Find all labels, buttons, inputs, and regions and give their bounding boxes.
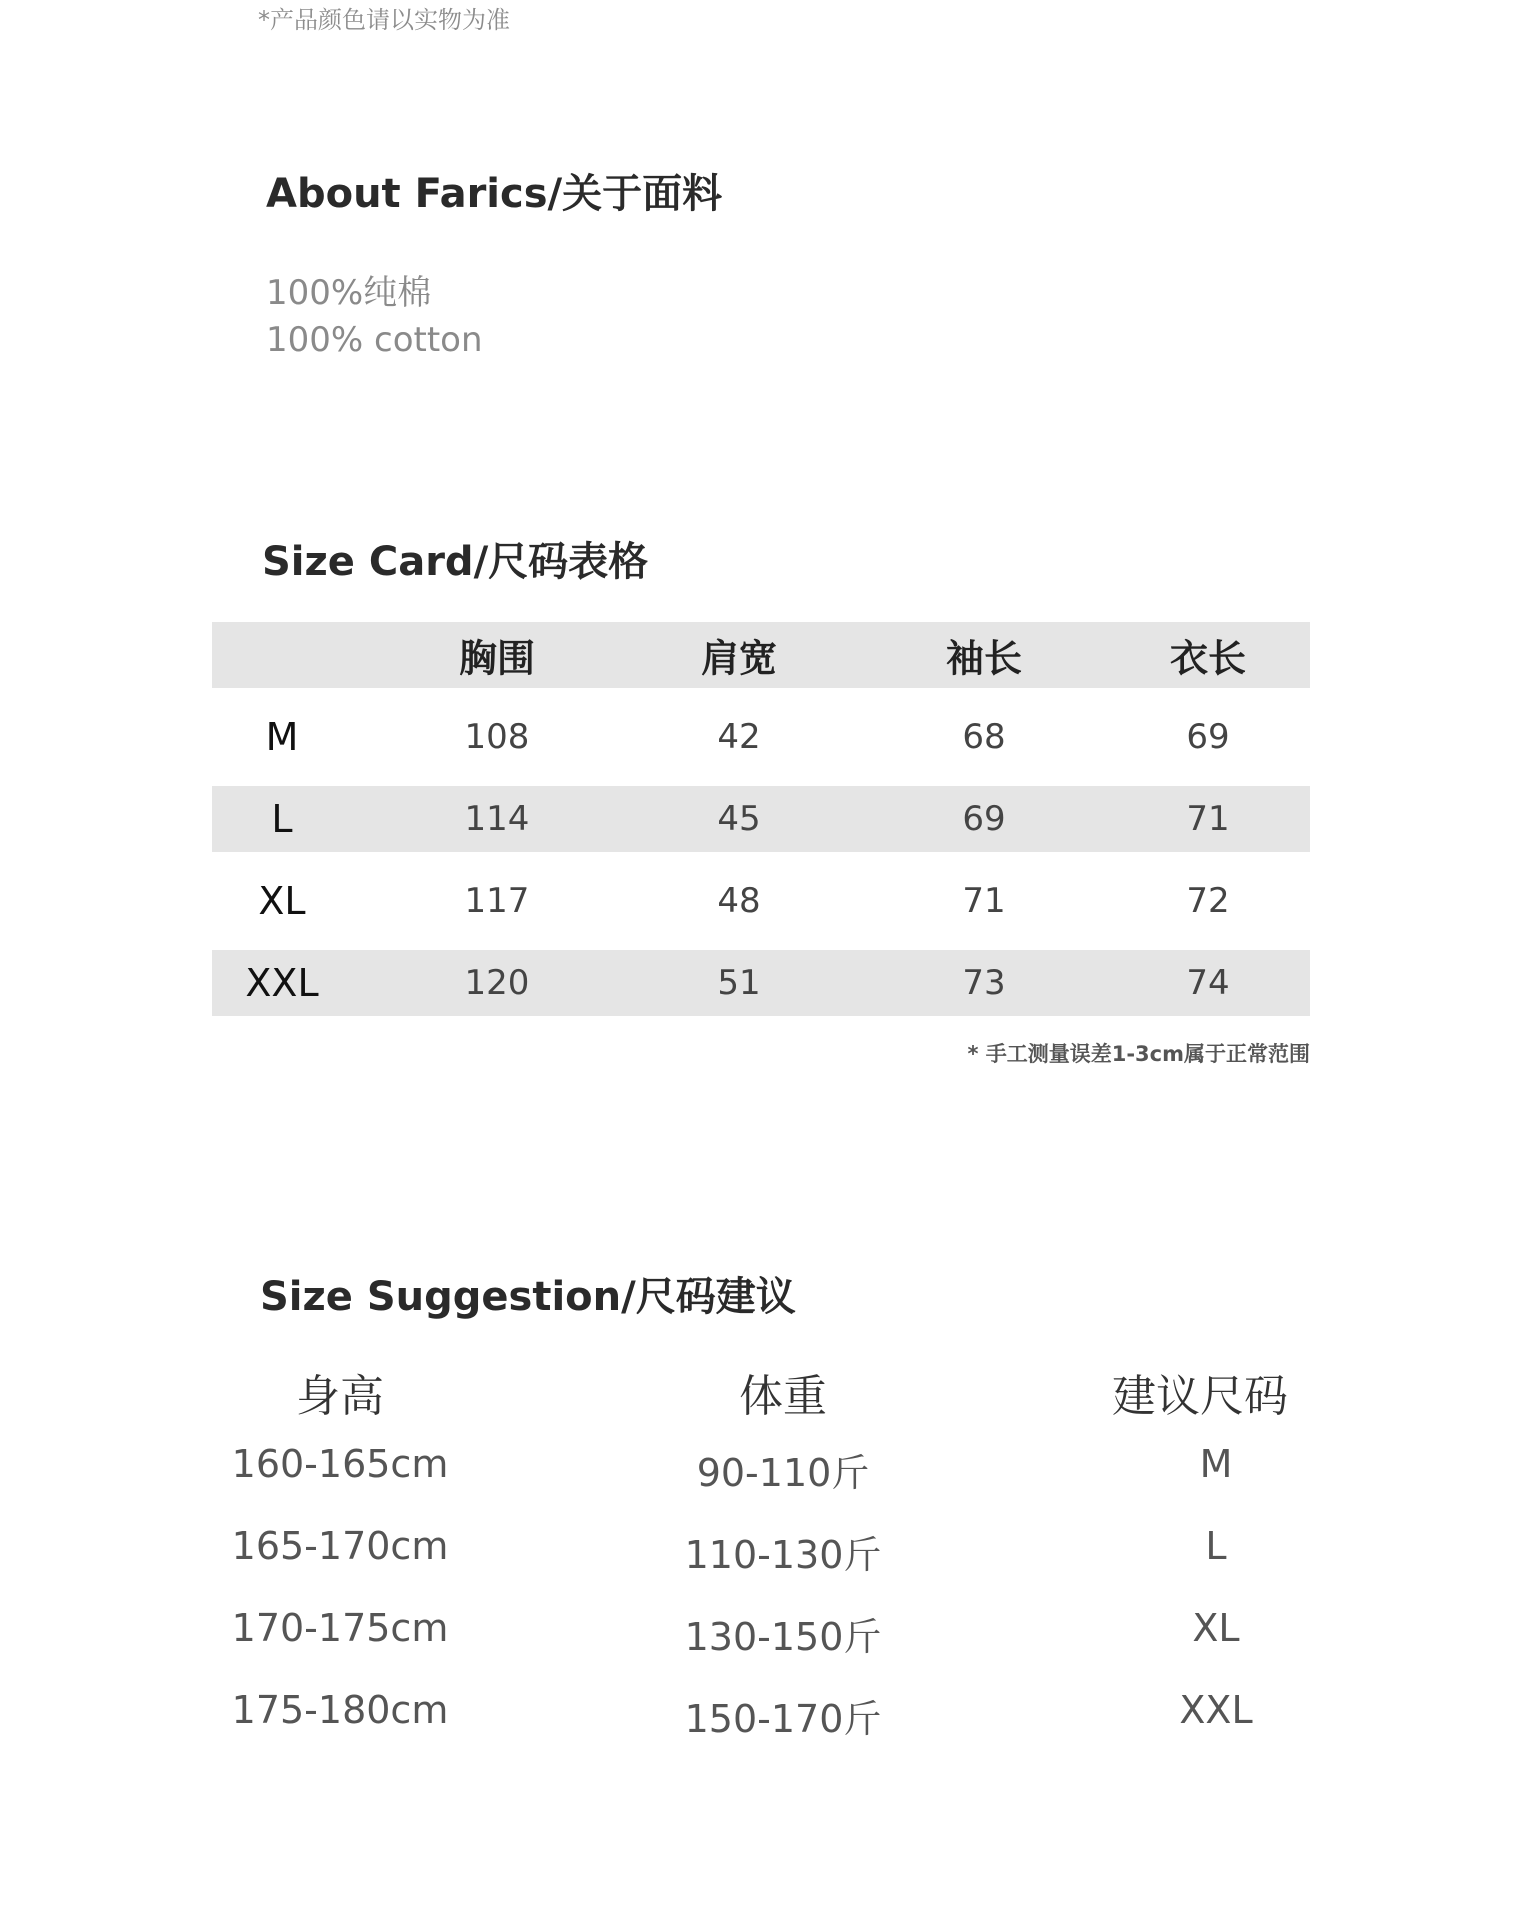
header-shoulder: 肩宽: [700, 636, 778, 681]
row-size: L: [271, 797, 293, 841]
suggestion-weight: 90-110斤: [696, 1451, 870, 1495]
suggestion-height: 165-170cm: [231, 1524, 449, 1568]
row-size: XXL: [245, 961, 319, 1005]
row-length: 69: [1186, 717, 1230, 757]
header-length: 衣长: [1169, 636, 1247, 681]
product-color-note: *产品颜色请以实物为准: [258, 6, 510, 34]
row-shoulder: 48: [717, 881, 761, 921]
row-sleeve: 69: [962, 799, 1006, 839]
row-chest: 114: [464, 799, 530, 839]
suggestion-size: M: [1199, 1442, 1233, 1486]
suggestion-weight: 150-170斤: [684, 1697, 882, 1741]
fabric-composition-cn: 100%纯棉: [266, 273, 432, 313]
row-shoulder: 42: [717, 717, 761, 757]
row-size: M: [265, 715, 299, 759]
row-sleeve: 71: [962, 881, 1006, 921]
row-sleeve: 73: [962, 963, 1006, 1003]
header-weight: 体重: [739, 1371, 827, 1422]
row-shoulder: 51: [717, 963, 761, 1003]
row-chest: 120: [464, 963, 530, 1003]
size-card-title: Size Card/尺码表格: [262, 539, 649, 585]
row-length: 71: [1186, 799, 1230, 839]
header-chest: 胸围: [458, 636, 536, 681]
suggestion-size: XL: [1192, 1606, 1240, 1650]
header-sleeve: 袖长: [945, 636, 1023, 681]
header-suggested-size: 建议尺码: [1112, 1371, 1288, 1422]
suggestion-weight: 130-150斤: [684, 1615, 882, 1659]
suggestion-weight: 110-130斤: [684, 1533, 882, 1577]
fabric-composition-en: 100% cotton: [266, 320, 483, 360]
fabric-section-title: About Farics/关于面料: [266, 171, 723, 217]
measurement-note: * 手工测量误差1-3cm属于正常范围: [967, 1042, 1310, 1066]
suggestion-size: XXL: [1179, 1688, 1253, 1732]
header-height: 身高: [296, 1371, 384, 1422]
row-size: XL: [258, 879, 306, 923]
size-suggestion-title: Size Suggestion/尺码建议: [260, 1274, 796, 1320]
suggestion-height: 170-175cm: [231, 1606, 449, 1650]
row-chest: 108: [464, 717, 530, 757]
row-length: 72: [1186, 881, 1230, 921]
row-length: 74: [1186, 963, 1230, 1003]
row-shoulder: 45: [717, 799, 761, 839]
suggestion-height: 160-165cm: [231, 1442, 449, 1486]
row-sleeve: 68: [962, 717, 1006, 757]
suggestion-height: 175-180cm: [231, 1688, 449, 1732]
suggestion-size: L: [1205, 1524, 1227, 1568]
row-chest: 117: [464, 881, 530, 921]
